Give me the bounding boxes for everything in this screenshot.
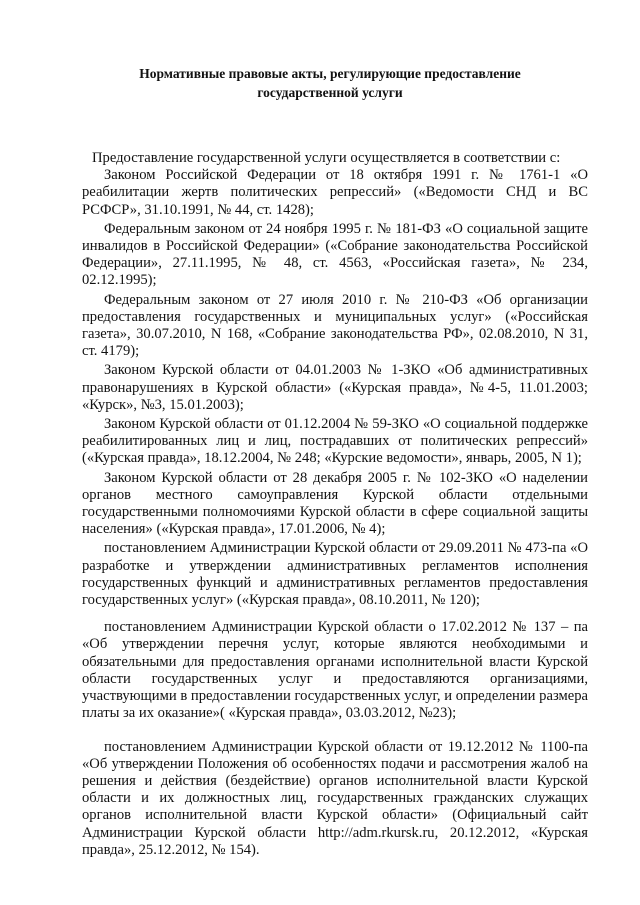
document-title: [60, 64, 600, 102]
law-paragraph-7: постановлением Администрации Курской области от 29.09.2011 № 473-па «О разработке и утверждении административных регламентов исполнения государственных функций и административных регламентов предоставления государственных услуг» («Курская правда», 08.10.2011, № 120);: [82, 540, 588, 609]
law-paragraph-5: Законом Курской области от 01.12.2004 № 59-ЗКО «О социальной поддержке реабилитированных лиц и лиц, пострадавших от политических репрессий» («Курская правда», 18.12.2004, № 248; «Курские ведомости», январь, 2005, N 1);: [82, 416, 588, 467]
law-paragraph-1: Законом Российской Федерации от 18 октября 1991 г. № 1761-1 «О реабилитации жертв политических репрессий» («Ведомости СНД и ВС РСФСР», 31.10.1991, № 44, ст. 1428);: [82, 167, 588, 218]
law-paragraph-3: Федеральным законом от 27 июля 2010 г. № 210-ФЗ «Об организации предоставления государственных и муниципальных услуг» («Российская газета», 30.07.2010, N 168, «Собрание законодательства РФ», 02.08.2010, N 31, ст. 4179);: [82, 291, 588, 360]
law-paragraph-6: Законом Курской области от 28 декабря 2005 г. № 102-ЗКО «О наделении органов местного самоуправления Курской области отдельными государственными полномочиями Курской области в сфере социальной защиты населения» («Курская правда», 17.01.2006, № 4);: [82, 469, 588, 538]
intro-paragraph: Предоставление государственной услуги осуществляется в соответствии с:: [92, 150, 561, 166]
title-line-1: Нормативные правовые акты, регулирующие предоставление: [139, 66, 521, 81]
law-paragraph-4: Законом Курской области от 04.01.2003 № 1-ЗКО «Об административных правонарушениях в Курской области» («Курская правда», №4-5, 11.01.2003; «Курск», №3, 15.01.2003);: [82, 362, 588, 413]
document-body: [82, 150, 588, 861]
law-paragraph-9: постановлением Администрации Курской области от 19.12.2012 № 1100-па «Об утверждении Положения об особенностях подачи и рассмотрения жалоб на решения и действия (бездействие) органов исполнительной власти Курской области и их должностных лиц, государственных гражданских служащих органов исполнительной власти Курской области» (Официальный сайт Администрации Курской области http://adm.rkursk.ru, 20.12.2012, «Курская правда», 25.12.2012, № 154).: [82, 738, 588, 858]
law-paragraph-8: постановлением Администрации Курской области о 17.02.2012 № 137 – па «Об утверждении перечня услуг, которые являются необходимыми и обязательными для предоставления органами исполнительной власти Курской области государственных услуг и предоставляются организациями, участвующими в предоставлении государственных услуг, и определении размера платы за их оказание»( «Курская правда», 03.03.2012, №23);: [82, 619, 588, 722]
law-paragraph-2: Федеральным законом от 24 ноября 1995 г. № 181-ФЗ «О социальной защите инвалидов в Российской Федерации» («Собрание законодательства Российской Федерации», 27.11.1995, № 48, ст. 4563, «Российская газета», № 234, 02.12.1995);: [82, 220, 588, 289]
title-line-2: государственной услуги: [257, 85, 403, 100]
